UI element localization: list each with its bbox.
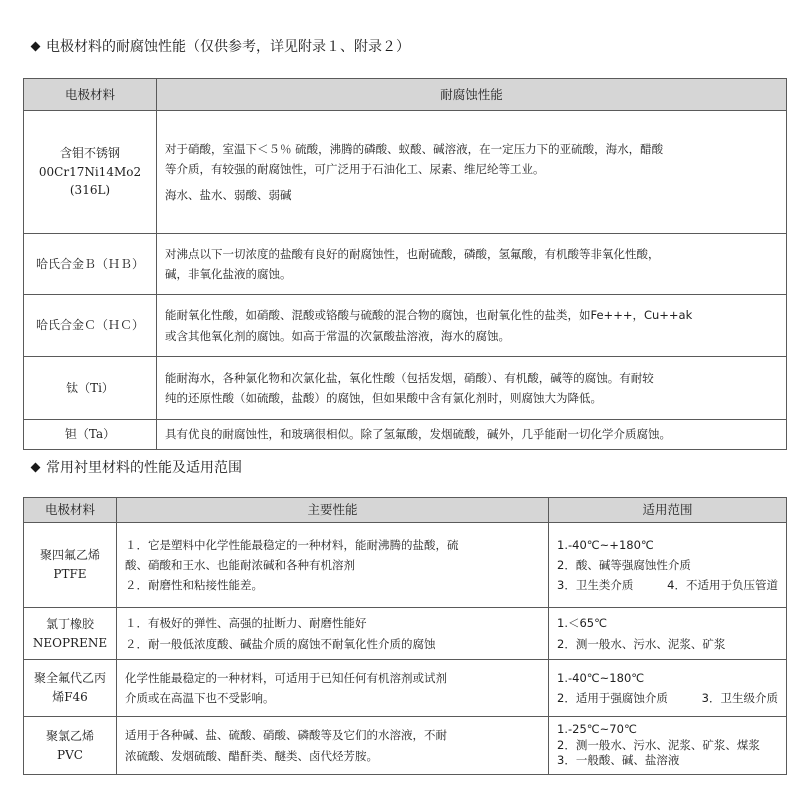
section-title-text: 常用衬里材料的性能及适用范围: [46, 460, 242, 476]
property-line: 海水、盐水、弱酸、弱碱: [165, 187, 292, 202]
header-electrode-material: 电极材料: [24, 498, 117, 523]
scope-line: 1.-40℃~+180℃: [557, 537, 654, 552]
lining-materials-table: [23, 497, 787, 775]
table-header-row: [24, 498, 787, 523]
property-line: 纯的还原性酸（如硫酸，盐酸）的腐蚀，但如果酸中含有氯化剂时，则腐蚀大为降低。: [165, 391, 602, 405]
section-title-electrode-corrosion: [30, 36, 410, 56]
scope-line: 2．测一般水、污水、泥浆、矿浆、煤浆: [557, 737, 760, 752]
scope-line: 2．测一般水、污水、泥浆、矿浆: [557, 636, 726, 651]
table-row: [24, 357, 787, 420]
table-row: [24, 111, 787, 234]
property-line: 具有优良的耐腐蚀性，和玻璃很相似。除了氢氟酸，发烟硫酸，碱外，几乎能耐一切化学介质腐蚀。: [165, 427, 671, 442]
property-cell: [157, 420, 787, 450]
material-cell: [24, 357, 157, 420]
property-line: ２．耐磨性和粘接性能差。: [125, 578, 263, 593]
material-cell: [24, 234, 157, 295]
property-line: 酸、硝酸和王水、也能耐浓碱和各种有机溶剂: [125, 557, 355, 572]
scope-line-pair: [557, 575, 778, 595]
diamond-bullet-icon: [31, 462, 41, 472]
property-line: 能耐海水，各种氯化物和次氯化盐，氧化性酸（包括发烟，硝酸）、有机酸，碱等的腐蚀。有耐较: [165, 370, 654, 385]
property-line: １．它是塑料中化学性能最稳定的一种材料，能耐沸腾的盐酸，硫: [125, 537, 459, 552]
table-row: [24, 420, 787, 450]
property-line: 或含其他氧化剂的腐蚀。如高于常温的次氯酸盐溶液，海水的腐蚀。: [165, 328, 510, 343]
scope-cell: [549, 608, 787, 660]
scope-line: 2．酸、碱等强腐蚀性介质: [557, 557, 691, 572]
table-row: [24, 660, 787, 717]
material-name: 聚氯乙烯: [45, 728, 94, 743]
property-line: 碱，非氧化盐液的腐蚀。: [165, 267, 292, 281]
material-name: 氯丁橡胶: [45, 616, 94, 631]
table-header-row: [24, 79, 787, 111]
property-line: 化学性能最稳定的一种材料，可适用于已知任何有机溶剂或试剂: [125, 670, 447, 685]
material-cell: [24, 295, 157, 357]
material-code: NEOPRENE: [32, 635, 108, 650]
scope-line: 1.-40℃~180℃: [557, 670, 645, 685]
electrode-corrosion-table: [23, 78, 787, 450]
scope-line: 1.-25℃~70℃: [557, 722, 637, 737]
scope-item: 3．卫生级介质: [701, 691, 778, 705]
scope-line-pair: [557, 688, 778, 708]
property-line: 能耐氧化性酸，如硝酸、混酸或铬酸与硫酸的混合物的腐蚀，也耐氧化性的盐类，如Fe+++，Cu++ak: [165, 308, 693, 323]
property-cell: [157, 111, 787, 234]
section-title-text: 电极材料的耐腐蚀性能（仅供参考，详见附录１、附录２）: [46, 39, 410, 55]
material-code: PVC: [57, 747, 83, 762]
property-cell: [117, 523, 549, 608]
material-name: 钽（Ta）: [64, 427, 116, 442]
scope-cell: [549, 717, 787, 775]
property-line: 等介质，有较强的耐腐蚀性，可广泛用于石油化工、尿素、维尼纶等工业。: [165, 162, 545, 177]
property-line: 对沸点以下一切浓度的盐酸有良好的耐腐蚀性，也耐硫酸，磷酸，氢氟酸，有机酸等非氧化性酸，: [165, 246, 660, 261]
material-name: 含钼不锈钢: [59, 146, 120, 161]
table-row: [24, 717, 787, 775]
property-line: １．有极好的弹性、高强的扯断力、耐磨性能好: [125, 616, 367, 631]
property-line: 浓硫酸、发烟硫酸、醋酐类、醚类、卤代烃芳胺。: [125, 748, 378, 763]
scope-item: 4．不适用于负压管道: [667, 578, 778, 593]
scope-item: 3．卫生类介质: [557, 578, 634, 593]
property-line: 介质或在高温下也不受影响。: [125, 691, 275, 705]
table-row: [24, 295, 787, 357]
material-grade: 00Cr17Ni14Mo2: [38, 164, 142, 179]
property-cell: [157, 357, 787, 420]
property-line: 适用于各种碱、盐、硫酸、硝酸、磷酸等及它们的水溶液，不耐: [125, 728, 447, 743]
property-cell: [117, 717, 549, 775]
scope-cell: [549, 660, 787, 717]
table-row: [24, 608, 787, 660]
diamond-bullet-icon: [31, 41, 41, 51]
property-cell: [157, 295, 787, 357]
material-name: 聚全氟代乙丙: [33, 671, 106, 686]
property-line: ２．耐一般低浓度酸、碱盐介质的腐蚀不耐氧化性介质的腐蚀: [125, 636, 436, 651]
material-cell: [24, 608, 117, 660]
scope-cell: [549, 523, 787, 608]
material-cell: [24, 523, 117, 608]
table-row: [24, 523, 787, 608]
header-application-range: 适用范围: [549, 498, 787, 523]
material-code: (316L): [69, 183, 111, 198]
scope-item: 2．适用于强腐蚀介质: [557, 691, 668, 705]
property-cell: [117, 660, 549, 717]
material-name: 钛（Ti）: [66, 380, 114, 395]
property-line: 对于硝酸，室温下＜５％ 硫酸，沸腾的磷酸、蚁酸、碱溶液，在一定压力下的亚硫酸，海水，醋酸: [165, 142, 664, 157]
header-corrosion-resistance: 耐腐蚀性能: [157, 79, 787, 111]
header-electrode-material: 电极材料: [24, 79, 157, 111]
material-name: 哈氏合金Ｂ（ＨＢ）: [35, 256, 144, 271]
material-cell: [24, 660, 117, 717]
material-name: 聚四氟乙烯: [39, 548, 100, 563]
header-main-properties: 主要性能: [117, 498, 549, 523]
property-cell: [117, 608, 549, 660]
scope-line: 1.＜65℃: [557, 616, 608, 631]
material-cell: [24, 717, 117, 775]
property-cell: [157, 234, 787, 295]
section-title-lining-materials: [30, 457, 242, 477]
table-row: [24, 234, 787, 295]
material-cell: [24, 420, 157, 450]
material-name: 哈氏合金Ｃ（ＨＣ）: [35, 318, 144, 333]
material-cell: [24, 111, 157, 234]
scope-line: 3．一般酸、碱、盐溶液: [557, 753, 680, 768]
material-code: PTFE: [53, 567, 87, 581]
material-code: 烯F46: [52, 690, 88, 704]
